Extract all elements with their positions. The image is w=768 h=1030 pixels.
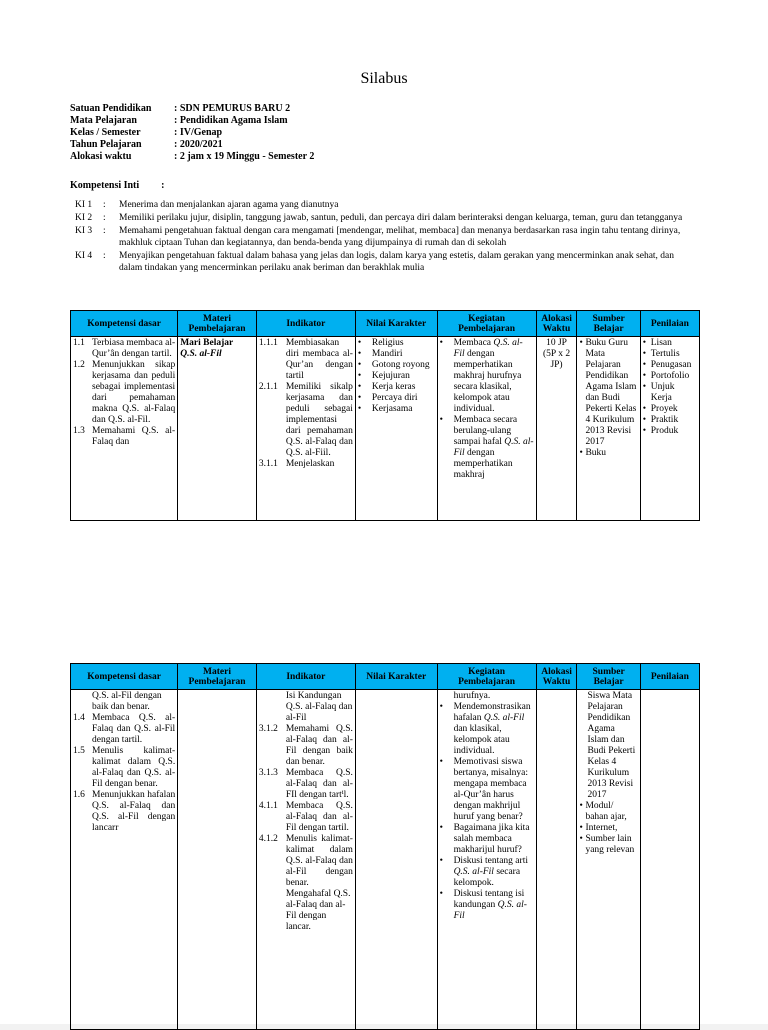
kd-item: 1.6 Menunjukkan hafalan Q.S. al-Falaq dan Q.S. al-Fil dengan lancarr xyxy=(73,790,176,833)
identity-label: Satuan Pendidikan xyxy=(70,103,152,114)
sumber-continuation: Siswa Mata Pelajaran Pendidikan Agama Islam dan Budi Pekerti Kelas 4 Kurikulum 2013 Revisi 2017 xyxy=(587,691,636,800)
cell-nilai-karakter xyxy=(355,337,437,521)
indikator-continuation: Isi Kandungan Q.S. al-Falaq dan al-Fil xyxy=(285,691,353,723)
identity-value: : IV/Genap xyxy=(174,127,223,138)
identity-value: : 2020/2021 xyxy=(174,139,223,150)
header-indikator: Indikator xyxy=(256,664,355,690)
cell-kompetensi-dasar xyxy=(71,690,178,1030)
identity-label: Alokasi waktu xyxy=(70,151,132,162)
identity-value: : Pendidikan Agama Islam xyxy=(174,115,288,126)
header-sumber: Sumber Belajar xyxy=(577,664,640,690)
kd-item: 1.2 Menunjukkan sikap kerjasama dan peduli sebagai implementasi dari pemahaman makna Q.S. al-Falaq dan Q.S. al-Fil. xyxy=(73,360,176,425)
identity-row xyxy=(70,151,314,163)
bullet-icon: • xyxy=(579,448,583,458)
nilai-item: • Religius xyxy=(357,338,404,348)
penilaian-item: • Portofolio xyxy=(642,371,690,381)
nilai-item: • Percaya diri xyxy=(357,393,418,403)
nilai-item: • Mandiri xyxy=(357,349,403,359)
bullet-icon: • xyxy=(439,702,443,712)
table-header-row xyxy=(71,664,700,690)
ki-item xyxy=(75,250,695,274)
bullet-icon: • xyxy=(439,338,443,348)
nilai-item: • Gotong royong xyxy=(357,360,430,370)
indikator-item: 4.1.2 Menulis kalimat-kalimat dalam Q.S. al-Falaq dan al-Fil dengan benar. xyxy=(258,834,353,888)
penilaian-item: • Praktik xyxy=(642,415,679,425)
materi-title: Mari Belajar xyxy=(180,338,234,348)
indikator-item: 4.1.1 Membaca Q.S. al-Falaq dan al-Fil dengan tartil. xyxy=(258,801,353,833)
kompetensi-inti-list xyxy=(75,199,695,275)
kd-item: 1.1 Terbiasa membaca al-Qur’ân dengan tartil. xyxy=(73,338,176,359)
syllabus-table-part-1 xyxy=(70,310,700,521)
header-sumber: Sumber Belajar xyxy=(577,311,640,337)
kegiatan-item: • Bagaimana jika kita salah membaca makharijul huruf? xyxy=(439,823,530,855)
bullet-icon: • xyxy=(642,338,647,348)
syllabus-table-part-2 xyxy=(70,663,700,1030)
kd-continuation: Q.S. al-Fil dengan baik dan benar. xyxy=(92,691,162,712)
table-row xyxy=(71,337,700,521)
ki-item xyxy=(75,225,695,249)
penilaian-item: • Proyek xyxy=(642,404,678,414)
bullet-icon: • xyxy=(642,349,647,359)
kegiatan-item: • Memotivasi siswa bertanya, misalnya: mengapa membaca al-Qur’ân harus dengan makhrijul huruf yang benar? xyxy=(439,757,528,822)
header-penilaian: Penilaian xyxy=(640,664,699,690)
penilaian-item: • Tertulis xyxy=(642,349,680,359)
bullet-icon: • xyxy=(642,371,647,381)
bullet-icon: • xyxy=(642,415,647,425)
table-header-row xyxy=(71,311,700,337)
identity-label: Tahun Pelajaran xyxy=(70,139,142,150)
bullet-icon: • xyxy=(439,823,443,833)
page-title: Silabus xyxy=(360,70,408,87)
bullet-icon: • xyxy=(579,338,583,348)
cell-nilai-karakter xyxy=(355,690,437,1030)
header-kegiatan: Kegiatan Pembelajaran xyxy=(437,311,536,337)
bullet-icon: • xyxy=(642,426,647,436)
ki-text: Menyajikan pengetahuan faktual dalam bahasa yang jelas dan logis, dalam karya yang estetis, dalam gerakan yang mencerminkan anak sehat, dan dalam tindakan yang mencerminkan perilaku anak beriman dan berakhlak mulia xyxy=(119,251,675,273)
ki-code: KI 4 xyxy=(75,251,93,261)
kegiatan-item: • Membaca secara berulang-ulang sampai hafal Q.S. al-Fil dengan memperhatikan makhraj xyxy=(439,415,534,480)
identity-row xyxy=(70,127,314,139)
identity-label: Mata Pelajaran xyxy=(70,115,137,126)
ki-text: Memiliki perilaku jujur, disiplin, tanggung jawab, santun, peduli, dan percaya diri dalam berinteraksi dengan keluarga, teman, guru dan tetangganya xyxy=(119,213,683,223)
cell-penilaian xyxy=(640,690,699,1030)
nilai-item: • Kejujuran xyxy=(357,371,410,381)
indikator-tail: Mengahafal Q.S. al-Falaq dan al-Fil dengan lancar. xyxy=(285,889,351,932)
kompetensi-inti-title: Kompetensi Inti xyxy=(70,180,140,191)
kegiatan-item: • Membaca Q.S. al-Fil dengan memperhatikan makhraj hurufnya secara klasikal, kelompok atau individual. xyxy=(439,338,523,414)
header-kompetensi-dasar: Kompetensi dasar xyxy=(71,311,178,337)
cell-alokasi: 10 JP (5P x 2 JP) xyxy=(536,337,577,521)
bullet-icon: • xyxy=(357,360,362,370)
indikator-item: 3.1.3 Membaca Q.S. al-Falaq dan al-FIl dengan tartⁱl. xyxy=(258,768,353,800)
ki-item xyxy=(75,199,695,211)
ki-code: KI 1 xyxy=(75,200,93,210)
identity-block xyxy=(70,103,314,163)
cell-kegiatan xyxy=(437,690,536,1030)
ki-code: KI 2 xyxy=(75,213,93,223)
sumber-item: • Internet, xyxy=(579,823,618,833)
kd-item: 1.4 Membaca Q.S. al-Falaq dan Q.S. al-Fil dengan tartil. xyxy=(73,713,176,745)
bullet-icon: • xyxy=(642,404,647,414)
bullet-icon: • xyxy=(579,801,583,811)
cell-alokasi xyxy=(536,690,577,1030)
cell-kompetensi-dasar xyxy=(71,337,178,521)
bullet-icon: • xyxy=(439,415,443,425)
header-penilaian: Penilaian xyxy=(640,311,699,337)
penilaian-item: • Unjuk Kerja xyxy=(642,382,675,403)
identity-row xyxy=(70,103,314,115)
header-materi: Materi Pembelajaran xyxy=(178,311,257,337)
ki-separator: : xyxy=(103,226,106,236)
kompetensi-inti-colon: : xyxy=(161,180,165,191)
cell-sumber xyxy=(577,337,640,521)
header-nilai-karakter: Nilai Karakter xyxy=(355,664,437,690)
indikator-item: 3.1.1 Menjelaskan xyxy=(258,459,335,469)
ki-separator: : xyxy=(103,200,106,210)
bullet-icon: • xyxy=(642,382,647,392)
penilaian-item: • Penugasan xyxy=(642,360,692,370)
header-kegiatan: Kegiatan Pembelajaran xyxy=(437,664,536,690)
ki-text: Menerima dan menjalankan ajaran agama yang dianutnya xyxy=(119,200,339,210)
penilaian-item: • Lisan xyxy=(642,338,672,348)
sumber-item: • Buku xyxy=(579,448,607,458)
bullet-icon: • xyxy=(357,393,362,403)
header-indikator: Indikator xyxy=(256,311,355,337)
identity-label: Kelas / Semester xyxy=(70,127,141,138)
ki-separator: : xyxy=(103,251,106,261)
bullet-icon: • xyxy=(357,371,362,381)
sumber-item: • Modul/ bahan ajar, xyxy=(579,801,627,822)
ki-text: Memahami pengetahuan faktual dengan cara mengamati [mendengar, melihat, membaca] dan menanya berdasarkan rasa ingin tahu tentang dirinya, makhluk ciptaan Tuhan dan kegiatannya, dan benda-benda yang dijumpainya di rumah dan di sekolah xyxy=(119,226,681,248)
indikator-item: 2.1.1 Memiliki sikalp kerjasama dan peduli sebagai implementasi dari pemahaman Q.S. al-Falaq dan Q.S. al-Fiil. xyxy=(258,382,353,458)
kegiatan-continuation: hurufnya. xyxy=(453,691,491,701)
bullet-icon: • xyxy=(579,823,583,833)
bullet-icon: • xyxy=(357,349,362,359)
indikator-item: 3.1.2 Memahami Q.S. al-Falaq dan al-Fil dengan baik dan benar. xyxy=(258,724,353,767)
bullet-icon: • xyxy=(642,360,647,370)
cell-materi xyxy=(178,690,257,1030)
nilai-item: • Kerja keras xyxy=(357,382,416,392)
materi-subtitle: Q.S. al-Fil xyxy=(180,349,222,359)
cell-indikator xyxy=(256,690,355,1030)
nilai-item: • Kerjasama xyxy=(357,404,413,414)
ki-item xyxy=(75,212,695,224)
bullet-icon: • xyxy=(579,834,583,844)
bullet-icon: • xyxy=(439,757,443,767)
identity-row xyxy=(70,115,314,127)
indikator-item: 1.1.1 Membiasakan diri membaca al-Qur’an dengan tartil xyxy=(258,338,353,381)
cell-indikator xyxy=(256,337,355,521)
table-row xyxy=(71,690,700,1030)
header-alokasi: Alokasi Waktu xyxy=(536,664,577,690)
kd-item: 1.3 Memahami Q.S. al-Falaq dan xyxy=(73,426,176,447)
sumber-item: • Sumber lain yang relevan xyxy=(579,834,635,855)
kegiatan-item: • Mendemonstrasikan hafalan Q.S. al-Fil dan klasikal, kelompok atau individual. xyxy=(439,702,531,756)
header-kompetensi-dasar: Kompetensi dasar xyxy=(71,664,178,690)
kompetensi-inti-heading xyxy=(70,180,165,191)
identity-value: : SDN PEMURUS BARU 2 xyxy=(174,103,291,114)
ki-code: KI 3 xyxy=(75,226,93,236)
penilaian-item: • Produk xyxy=(642,426,679,436)
bullet-icon: • xyxy=(357,338,362,348)
sumber-item: • Buku Guru Mata Pelajaran Pendidikan Agama Islam dan Budi Pekerti Kelas 4 Kurikulum 2013 Revisi 2017 xyxy=(579,338,637,447)
kegiatan-item: • Diskusi tentang isi kandungan Q.S. al-Fil xyxy=(439,889,527,921)
header-nilai-karakter: Nilai Karakter xyxy=(355,311,437,337)
kegiatan-item: • Diskusi tentang arti Q.S. al-Fil secara kelompok. xyxy=(439,856,528,888)
header-alokasi: Alokasi Waktu xyxy=(536,311,577,337)
bullet-icon: • xyxy=(357,382,362,392)
cell-kegiatan xyxy=(437,337,536,521)
bullet-icon: • xyxy=(439,889,443,899)
header-materi: Materi Pembelajaran xyxy=(178,664,257,690)
bullet-icon: • xyxy=(439,856,443,866)
cell-penilaian xyxy=(640,337,699,521)
identity-row xyxy=(70,139,314,151)
identity-value: : 2 jam x 19 Minggu - Semester 2 xyxy=(174,151,315,162)
bullet-icon: • xyxy=(357,404,362,414)
kd-item: 1.5 Menulis kalimat-kalimat dalam Q.S. al-Falaq dan Q.S. al-Fil dengan benar. xyxy=(73,746,176,789)
ki-separator: : xyxy=(103,213,106,223)
cell-materi xyxy=(178,337,257,521)
cell-sumber xyxy=(577,690,640,1030)
